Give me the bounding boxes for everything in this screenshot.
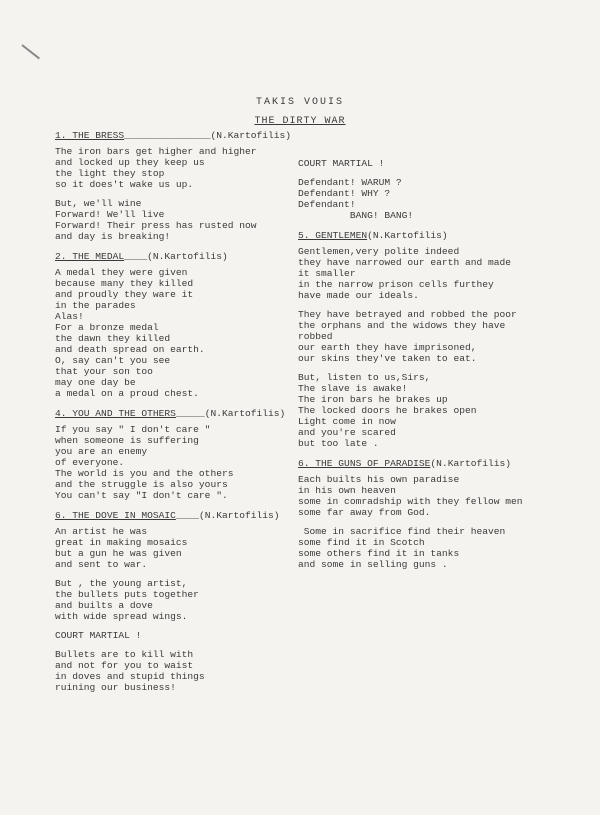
stanza — [55, 424, 295, 501]
verse-line: but a gun he was given — [55, 548, 182, 559]
verse-line: For a bronze medal — [55, 322, 159, 333]
poem-title: 5. GENTLEMEN — [298, 230, 368, 241]
verse-line: The iron bars he brakes up — [298, 394, 448, 405]
right-column — [298, 158, 598, 579]
verse-line: they have narrowed our earth and made — [298, 257, 512, 268]
poem-heading — [55, 408, 295, 419]
poem-heading — [298, 230, 598, 241]
heading-rule: ____ — [124, 251, 148, 262]
verse-line: Light come in now — [298, 416, 396, 427]
verse-line: and you're scared — [298, 427, 396, 438]
verse-line: The iron bars get higher and higher — [55, 146, 257, 157]
verse-line: ruining our business! — [55, 682, 176, 693]
verse-line: in his own heaven — [298, 485, 396, 496]
verse-line: a medal on a proud chest. — [55, 388, 199, 399]
poem-title: 4. YOU AND THE OTHERS — [55, 408, 176, 419]
verse-line: and proudly they ware it — [55, 289, 194, 300]
verse-line: some find it in Scotch — [298, 537, 425, 548]
verse-line: the bullets puts together — [55, 589, 199, 600]
poem-section — [55, 251, 295, 399]
verse-line: robbed — [298, 331, 333, 342]
left-column — [55, 130, 295, 702]
poem-section — [298, 158, 598, 221]
verse-line: If you say " I don't care " — [55, 424, 211, 435]
stanza — [298, 309, 598, 364]
poem-section — [55, 130, 295, 242]
poem-title: 2. THE MEDAL — [55, 251, 125, 262]
page-title — [0, 116, 600, 127]
verse-line: BANG! BANG! — [298, 210, 414, 221]
verse-line: because many they killed — [55, 278, 194, 289]
verse-line: The world is you and the others — [55, 468, 234, 479]
verse-line: and some in selling guns . — [298, 559, 448, 570]
verse-line: in doves and stupid things — [55, 671, 205, 682]
verse-line: you are an enemy — [55, 446, 148, 457]
verse-line: and builts a dove — [55, 600, 153, 611]
stanza — [298, 246, 598, 301]
verse-line: and sent to war. — [55, 559, 148, 570]
poem-credit: (N.Kartofilis) — [204, 408, 286, 419]
verse-line: and death spread on earth. — [55, 344, 205, 355]
poem-section — [55, 408, 295, 501]
verse-line: some in comradship with they fellow men — [298, 496, 523, 507]
poem-section — [55, 510, 295, 693]
verse-line: in the parades — [55, 300, 136, 311]
poem-credit: (N.Kartofilis) — [210, 130, 292, 141]
verse-line: They have betrayed and robbed the poor — [298, 309, 517, 320]
heading-rule: _____ — [175, 408, 205, 419]
poem-section — [298, 230, 598, 449]
poem-credit: (N.Kartofilis) — [147, 251, 228, 262]
stanza — [55, 526, 295, 570]
page-title-text: THE DIRTY WAR — [254, 116, 346, 127]
verse-line: some others find it in tanks — [298, 548, 460, 559]
verse-line: You can't say "I don't care ". — [55, 490, 228, 501]
verse-line: great in making mosaics — [55, 537, 188, 548]
verse-line: COURT MARTIAL ! — [55, 630, 142, 641]
stanza — [55, 267, 295, 399]
poem-heading — [55, 510, 295, 521]
verse-line: Each builts his own paradise — [298, 474, 460, 485]
verse-line: and day is breaking! — [55, 231, 171, 242]
verse-line: A medal they were given — [55, 267, 188, 278]
verse-line: Defendant! — [298, 199, 356, 210]
verse-line: so it does't wake us up. — [55, 179, 194, 190]
heading-rule: _______________ — [124, 130, 211, 141]
poem-heading — [55, 251, 295, 262]
verse-line: the light they stop — [55, 168, 165, 179]
heading-rule: ____ — [175, 510, 199, 521]
verse-line: The slave is awake! — [298, 383, 408, 394]
verse-line: some far away from God. — [298, 507, 431, 518]
verse-line: But, we'll wine — [55, 198, 142, 209]
verse-line: Forward! We'll live — [55, 209, 165, 220]
verse-line: Some in sacrifice find their heaven — [298, 526, 506, 537]
poem-heading — [298, 458, 598, 469]
verse-line: Bullets are to kill with — [55, 649, 194, 660]
stanza — [298, 372, 598, 449]
poem-title: 1. THE BRESS — [55, 130, 125, 141]
stanza — [55, 630, 295, 641]
verse-line: The locked doors he brakes open — [298, 405, 477, 416]
poem-credit: (N.Kartofilis) — [430, 458, 512, 469]
verse-line: COURT MARTIAL ! — [298, 158, 385, 169]
verse-line: Defendant! WARUM ? — [298, 177, 402, 188]
verse-line: O, say can't you see — [55, 355, 171, 366]
verse-line: An artist he was — [55, 526, 148, 537]
stanza — [55, 578, 295, 622]
verse-line: the orphans and the widows they have — [298, 320, 506, 331]
verse-line: our earth they have imprisoned, — [298, 342, 477, 353]
verse-line: it smaller — [298, 268, 356, 279]
stanza — [298, 158, 598, 169]
verse-line: when someone is suffering — [55, 435, 199, 446]
poem-section — [298, 458, 598, 570]
stanza — [298, 177, 598, 221]
verse-line: may one day be — [55, 377, 136, 388]
verse-line: Gentlemen,very polite indeed — [298, 246, 460, 257]
verse-line: that your son too — [55, 366, 153, 377]
verse-line: the dawn they killed — [55, 333, 171, 344]
verse-line: in the narrow prison cells furthey — [298, 279, 494, 290]
stanza — [55, 649, 295, 693]
stanza — [298, 474, 598, 518]
verse-line: of everyone. — [55, 457, 125, 468]
author-name: TAKIS VOUIS — [255, 97, 344, 108]
verse-line: with wide spread wings. — [55, 611, 188, 622]
verse-line: But , the young artist, — [55, 578, 188, 589]
verse-line: our skins they've taken to eat. — [298, 353, 477, 364]
stanza — [55, 146, 295, 190]
verse-line: and the struggle is also yours — [55, 479, 228, 490]
stanza — [298, 526, 598, 570]
verse-line: Defendant! WHY ? — [298, 188, 391, 199]
pencil-mark — [21, 44, 40, 59]
verse-line: Forward! Their press has rusted now — [55, 220, 257, 231]
poem-title: 6. THE GUNS OF PARADISE — [298, 458, 431, 469]
verse-line: and locked up they keep us — [55, 157, 205, 168]
poem-credit: (N.Kartofilis) — [367, 230, 448, 241]
verse-line: But, listen to us,Sirs, — [298, 372, 431, 383]
poem-title: 6. THE DOVE IN MOSAIC — [55, 510, 176, 521]
verse-line: Alas! — [55, 311, 84, 322]
verse-line: and not for you to waist — [55, 660, 194, 671]
verse-line: but too late . — [298, 438, 379, 449]
poem-heading — [55, 130, 295, 141]
stanza — [55, 198, 295, 242]
verse-line: have made our ideals. — [298, 290, 419, 301]
poem-credit: (N.Kartofilis) — [198, 510, 280, 521]
